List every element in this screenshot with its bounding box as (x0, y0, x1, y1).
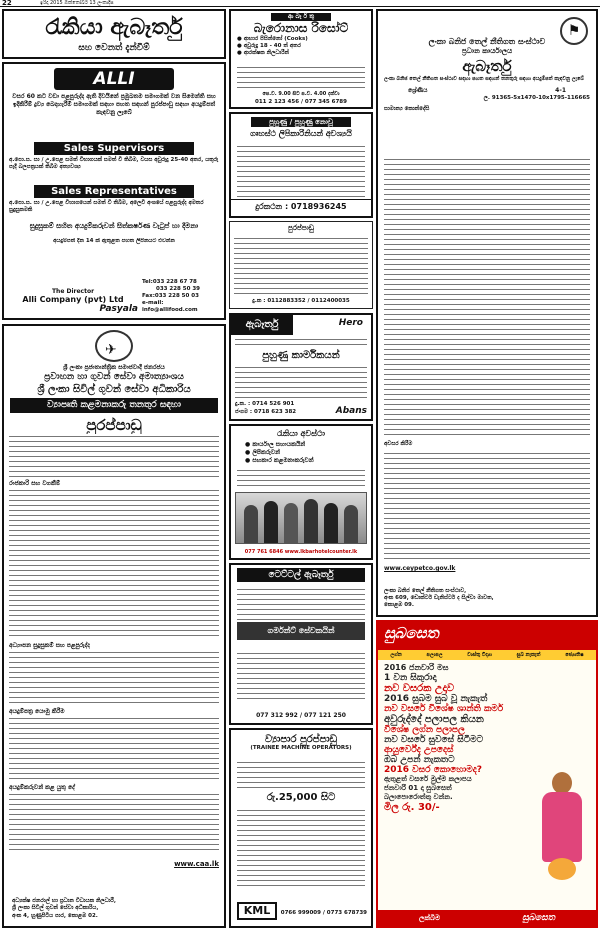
cpc-office: ප්‍රධාන කාර්යාලය (461, 47, 513, 55)
alli-phones (142, 279, 220, 314)
caa-ad (2, 324, 226, 928)
alli-apply: අයදුම්පත් දින 14 ක් ඇතුළත පහත ලිපිනයට එවන්න (53, 238, 175, 244)
cpc-address-1: ලංකා බනිජ තෙල් නීතිගත සංස්ථාව, (384, 588, 467, 594)
subasetha-line-5: අවුරුද්දේ පලාපල කියන (384, 714, 484, 725)
subasetha-price: මිල රු. 30/- (384, 802, 440, 813)
photo-ad-role-1: ● කාර්යාල සහායකයින් (245, 441, 306, 448)
subasetha-ad (376, 620, 598, 928)
small-jobs-phone: දු.ක : 0112883352 / 0112400035 (252, 298, 350, 304)
subasetha-line-6: විශේෂ ලග්න පලාපල (384, 725, 465, 735)
caa-vacancy: පුරප්පාඩු (86, 416, 142, 434)
subasetha-line-8: ආයුර්වේද උපදෙස් (384, 745, 454, 755)
caa-body (9, 434, 219, 866)
caa-section-3: අයදුම්පත්‍ර යොමු කිරීම (9, 708, 65, 715)
baron-phones: 011 2 123 456 / 077 345 6789 (255, 99, 347, 105)
baron-name: බැරොනාස රිසෝට් (253, 21, 349, 35)
alli-email: e-mail: info@allifood.com (142, 300, 198, 313)
subasetha-line-9: ඔබ උපන් නැකතට (384, 755, 455, 765)
hero-phone-2: ජංගම : 0718 623 382 (235, 409, 297, 415)
photo-ad-role-3: ● සහකාර කළමනාකරුවන් (245, 457, 314, 464)
alli-note: සුදුසුකම් සහිත අයදුම්කරුවන් සිත්කර්ෂණ වැටුප් හා දීමනා (29, 222, 199, 230)
textile-tag: ටෙට්ටල් ඇබෑර්තු (237, 568, 365, 582)
cpc-headline: ඇබෑර්තු (462, 57, 512, 75)
alli-position-1-text: අ.පො.ස. සා / උ.පෙළ සමත් විභාගයක් සමත් වී තිබීම, වයස අවුරුදු 25-40 අතර, යතුරු පැදි බලපත්‍රයක් තිබීම අත්‍යවශ්‍ය (9, 157, 219, 170)
alli-tel: Tel:033 228 67 78 (142, 279, 197, 285)
subasetha-line-12: ජනවාරි 01 දා සුබසෙත් (384, 784, 452, 792)
baron-time: පෙ.ව. 9.00 සිට ප.ව. 4.00 දක්වා (262, 91, 340, 97)
hero-phone-1: දු.ක. : 0714 526 901 (235, 401, 295, 407)
kml-logo: KML (237, 902, 277, 920)
textile-ad (229, 563, 373, 725)
caa-section-1: රාජකාරි සහ වගකීම් (9, 480, 61, 487)
subasetha-header (378, 622, 596, 650)
kml-ad (229, 728, 373, 928)
cpc-ref: ල. 91365-5x1470-10x1795-116665 (483, 94, 590, 101)
cpc-intro: ලංකා බනිජ තෙල් නීතිගත සංස්ථාව සඳහා පහත සඳහන් තනතුරු සඳහා අයදුම්පත් කැඳවනු ලැබේ (384, 76, 584, 82)
caa-address (12, 898, 116, 921)
alli-city: Pasyala (99, 304, 138, 314)
subasetha-line-4: නව වසරේ විශේෂ ශාන්ති කර්ම (384, 704, 504, 714)
subasetha-line-10: 2016 වසර කොහොමද? (384, 765, 482, 775)
alli-position-1: Sales Supervisors (34, 142, 194, 155)
page-number: 22 (2, 0, 12, 7)
airplane-icon: ✈ (105, 342, 117, 358)
photo-ad-phone: 077 761 6846 www.lkbarhotelcounter.lk (244, 549, 358, 555)
masthead-subtitle: සහ වෙනත් දැන්වීම් (78, 43, 150, 53)
alli-tel2: 033 228 50 39 (156, 286, 201, 292)
baron-item-1: ● ආහාර පිසින්නෝ (Cooks) (237, 36, 308, 42)
cpc-org: ලංකා බනිජ තෙල් නීතිගත සංස්ථාව (428, 37, 546, 46)
alli-ad (2, 62, 226, 320)
caa-authority: ශ්‍රී ලංකා සිවිල් ගුවන් සේවා අධිකාරිය (37, 384, 191, 395)
alli-contact-title: The Director (51, 288, 95, 295)
alli-contact (8, 288, 138, 314)
strip-text: ඉරිදා 2015 ඔක්තෝබර් 13 ලංකාදීප (40, 0, 114, 6)
caa-ministry: ශ්‍රී ලංකා ප්‍රජාතාන්ත්‍රික සමාජවාදී ජනරජය (63, 364, 165, 371)
kml-phone: 0766 999009 / 0773 678739 (280, 910, 367, 916)
small-jobs-heading: පුරප්පාඩු (288, 224, 314, 232)
woman-illustration (534, 772, 590, 882)
cpc-grade-label: ශ්‍රේණිය (408, 86, 428, 94)
caa-logo (95, 330, 133, 362)
subasetha-line-1: 1 වන සිකුරාදා (384, 673, 437, 683)
cpc-address-3: කොළඹ 09. (384, 602, 414, 608)
cpc-logo (560, 17, 588, 45)
subasetha-line-11: ඇතුළත් වසරේ මුල්ම කලාපය (384, 775, 472, 783)
abans-logo: Abans (335, 406, 367, 416)
caa-section-2: අධ්‍යාපන සුදුසුකම් සහ පළපුරුද්ද (9, 642, 90, 649)
caa-address-3: අංක 4, හුණුපිටිය පාර, කොළඹ 02. (12, 912, 98, 919)
baron-item-2: ● අවුරුදු 18 - 40 ත් අතර (237, 43, 301, 49)
kml-salary: රු.25,000 සිට (266, 792, 336, 803)
vital-title: ගෘහස්ථ ලිපිකාරිනියන් අවශ්‍යයි (250, 129, 352, 138)
baron-item-3: ● ආරක්ෂක නිලධාරීන් (237, 50, 290, 56)
photo-ad-role-2: ● ලිපිකරුවන් (245, 449, 281, 456)
hero-ad (229, 313, 373, 421)
hero-subtitle: පුහුණු කාර්මිකයන් (262, 350, 340, 361)
subasetha-line-3: 2016 සුබම සුබ වූ නැකැත් (384, 694, 488, 704)
alli-company: Alli Company (pvt) Ltd (22, 295, 124, 304)
small-jobs-ad (229, 221, 373, 309)
cpc-ad (376, 9, 598, 617)
alli-position-2-text: අ.පො.ස. සා / උ.පෙළ විභාගයෙන් සමත් වී තිබීම, අලෙවි අංශයේ පළපුරුද්ද අමතර සුදුසුකමකි (9, 200, 204, 213)
vital-phone: දුරකථන : 0718936245 (231, 199, 371, 212)
vital-ad (229, 112, 373, 218)
runner-icon: ⚑ (567, 23, 581, 39)
caa-section-4: අයදුම්කරුවන් කළ යුතු දේ (9, 784, 75, 791)
alli-intro: වසර 60 කට වඩා පළපුරුද්ද ඇති දිවයිනේ ප්‍රමුඛතම සමාගමක් වන සිමෙන්ති සහ ඉදිකිරීම් ද්‍රව්‍ය බෙදාහැරීම් සමාගමක් සඳහා පහත සඳහන් පුරප්පාඩු සඳහා අයදුම්පත් කැඳවනු ලැබේ (12, 93, 216, 116)
caa-address-1: අධ්‍යක්ෂ ජනරාල් හා ප්‍රධාන විධායක නිලධාරී, (12, 897, 116, 904)
alli-logo-text: ALLI (93, 69, 135, 89)
cpc-website[interactable]: www.ceypetco.gov.lk (384, 565, 456, 572)
staff-photo (235, 492, 367, 544)
caa-post: ව්‍යාපෘති කළමනාකරු තනතුර සඳහා (10, 398, 218, 413)
alli-fax: Fax:033 228 50 03 (142, 293, 199, 299)
subasetha-tabs (378, 650, 596, 660)
masthead (2, 9, 226, 59)
alli-position-2: Sales Representatives (34, 185, 194, 198)
tab-nakath: සුබ නැකැත් (516, 652, 541, 658)
hero-tag: ඇබෑර්තු (231, 315, 293, 335)
baron-ad (229, 9, 373, 109)
top-strip (0, 0, 600, 7)
textile-phone: 077 312 992 / 077 121 250 (256, 712, 346, 719)
tab-lagna: ලග්න (390, 652, 402, 658)
cpc-pension: අවසර කිරීම (384, 441, 413, 447)
kml-subtitle: (TRAINEE MACHINE OPERATORS) (250, 745, 352, 751)
cpc-address (384, 588, 494, 609)
subasetha-date: 2016 ජනවාරි මස (384, 663, 449, 672)
footer-lakbima: ලක්බිම (419, 913, 441, 922)
subasetha-line-2: නව වසරක උදාව (384, 683, 455, 694)
masthead-title: රැකියා ඇබෑර්තු (45, 15, 183, 40)
baron-tag: ආ බෑ ර් තු (271, 13, 331, 21)
subasetha-line-7: නව වසරේ සුවසේ සිටීමට (384, 735, 484, 745)
textile-title: ගර්මන්ට් සේවකයින් (237, 622, 365, 640)
kml-title: ව්‍යාපාර පුරප්පාඩු (264, 734, 338, 745)
caa-address-2: ශ්‍රී ලංකා සිවිල් ගුවන් සේවා අධිකාරිය, (12, 905, 99, 911)
cpc-grade: 4-1 (555, 86, 566, 94)
tab-jyothisha: ජ්‍යොතිෂ (565, 652, 584, 658)
caa-website[interactable]: www.caa.lk (174, 860, 219, 868)
tab-palapala: පලාපල (426, 652, 443, 658)
hero-brand: Hero (338, 318, 363, 328)
tab-vasthu: වාස්තු විද්‍යා (467, 652, 492, 658)
subasetha-footer (378, 910, 596, 926)
subasetha-logo: සුබසෙත (384, 624, 439, 642)
subasetha-line-13: බලාපොරොත්තු වන්න. (384, 793, 453, 801)
photo-ad (229, 424, 373, 560)
caa-ministry-2: ප්‍රවාහන හා ගුවන් සේවා අමාත්‍යාංශය (44, 372, 184, 382)
cpc-section: සාමාන්‍ය කොන්දේසි (384, 105, 430, 112)
footer-subasetha: සුබසෙත (522, 913, 555, 923)
alli-logo (54, 68, 174, 90)
photo-ad-headline: රැකියා අවස්ථා (276, 429, 326, 438)
vital-tag: පුහුණු / පුහුණු නොවූ (251, 117, 351, 127)
cpc-address-2: අංක 609, ඩොක්ටර් ඩැනිස්ටර් ද සිල්වා මාවත, (384, 595, 494, 601)
